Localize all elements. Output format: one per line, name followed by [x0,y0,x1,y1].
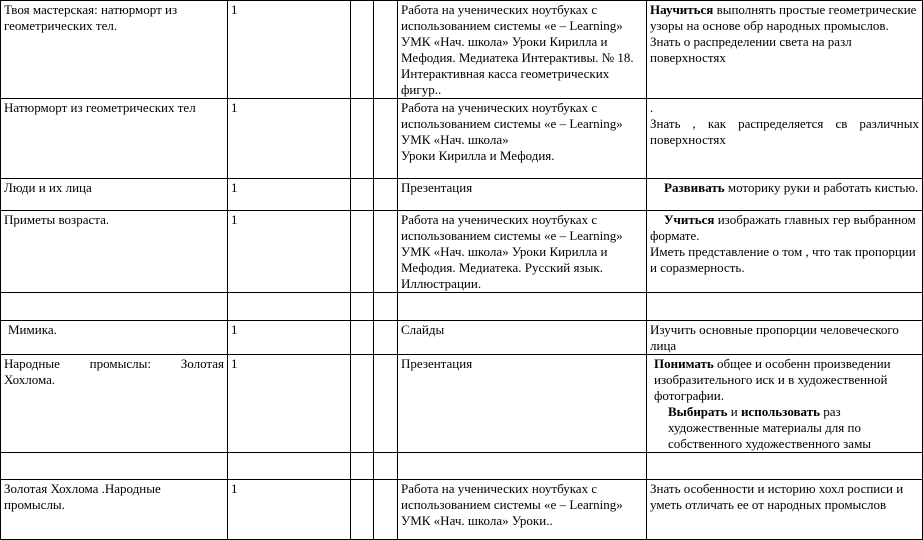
topic-cell: Натюрморт из геометрических тел [1,99,228,179]
topic-cell: Мимика. [1,321,228,355]
empty-cell [374,293,398,321]
activity-text: Изучить основные пропорции человеческого лица [650,322,899,353]
empty-cell [374,1,398,99]
activity-cell [647,480,923,540]
table-row [1,99,923,179]
empty-cell [351,355,374,453]
resources-text: Презентация [401,180,473,195]
topic-cell [1,355,228,453]
hours-cell: 1 [228,321,351,355]
hours-cell: 1 [228,1,351,99]
resources-text: Презентация [401,356,473,371]
activity-text: моторику руки и работать кистью. [724,180,919,195]
empty-cell [228,453,351,480]
activity-text: Иметь представление о том , что так пропорции и соразмерность. [650,244,916,275]
empty-cell [374,480,398,540]
hours-cell: 1 [228,99,351,179]
activity-text: Знать о распределении света на разл поверхностях [650,34,852,65]
activity-text: изображать главных гер выбранном формате. [650,212,916,243]
activity-cell [647,1,923,99]
empty-cell [374,453,398,480]
resources-cell [398,99,647,179]
resources-cell [398,355,647,453]
empty-cell [228,293,351,321]
empty-cell [351,293,374,321]
empty-cell [647,453,923,480]
activity-text: Знать , как распределяется св различных поверхностях [650,116,919,147]
activity-text: раз художественные материалы для по собственного художественного замы [668,404,872,451]
hours-cell: 1 [228,355,351,453]
activity-text: и [727,404,741,419]
empty-cell [374,211,398,293]
resources-cell [398,211,647,293]
resources-cell [398,179,647,211]
empty-cell [1,293,228,321]
activity-text: общее и особенн произведении изобразительного иск и в художественной фотографии. [654,356,891,403]
topic-cell: Твоя мастерская: натюрморт из геометрических тел. [1,1,228,99]
table-row [1,293,923,321]
table-row [1,211,923,293]
empty-cell [374,355,398,453]
empty-cell [351,1,374,99]
table-row [1,480,923,540]
activity-verb: Научиться [650,2,714,17]
activity-cell [647,179,923,211]
empty-cell [398,453,647,480]
topic-text: Народные промыслы: Золотая Хохлома. [4,356,224,387]
resources-cell [398,480,647,540]
table-row [1,1,923,99]
resources-text: Работа на ученических ноутбуках с использованием системы «е – Learning» УМК «Нач. школа» [401,100,623,147]
empty-cell [398,293,647,321]
table-row [1,179,923,211]
empty-cell [351,321,374,355]
activity-text: Знать особенности и историю хохл росписи и уметь отличать ее от народных промыслов [650,481,904,512]
activity-verb: Понимать [654,356,714,371]
activity-verb: Выбирать [668,404,728,419]
activity-verb: Развивать [664,180,725,195]
empty-cell [351,99,374,179]
activity-verb: Учиться [664,212,715,227]
empty-cell [351,179,374,211]
empty-cell [1,453,228,480]
topic-cell: Золотая Хохлома .Народные промыслы. [1,480,228,540]
activity-cell [647,99,923,179]
empty-cell [647,293,923,321]
hours-cell: 1 [228,211,351,293]
topic-cell: Приметы возраста. [1,211,228,293]
resources-text: Слайды [401,322,445,337]
resources-cell [398,321,647,355]
empty-cell [374,179,398,211]
empty-cell [374,99,398,179]
activity-text: выполнять простые геометрические узоры на основе обр народных промыслов. [650,2,917,33]
resources-text: Работа на ученических ноутбуках с использованием системы «е – Learning» УМК «Нач. школа» Уроки Кирилла и Мефодия. Медиатека. Русский язык. Иллюстрации. [401,212,623,291]
table-row [1,355,923,453]
hours-cell: 1 [228,179,351,211]
resources-text: Работа на ученических ноутбуках с использованием системы «е – Learning» УМК «Нач. школа» Уроки.. [401,481,623,528]
activity-verb: использовать [740,404,820,419]
resources-cell [398,1,647,99]
activity-cell [647,355,923,453]
resources-text: Работа на ученических ноутбуках с использованием системы «е – Learning» УМК «Нач. школа» Уроки Кирилла и Мефодия. Медиатека Интерактивы. № 18. Интерактивная касса геометрических фигур.. [401,2,634,97]
empty-cell [351,480,374,540]
hours-cell: 1 [228,480,351,540]
table-row [1,321,923,355]
activity-text: . [650,100,654,115]
topic-cell: Люди и их лица [1,179,228,211]
activity-cell [647,321,923,355]
empty-cell [374,321,398,355]
empty-cell [351,453,374,480]
activity-cell [647,211,923,293]
empty-cell [351,211,374,293]
table-row [1,453,923,480]
resources-text: Уроки Кирилла и Мефодия. [401,148,555,163]
